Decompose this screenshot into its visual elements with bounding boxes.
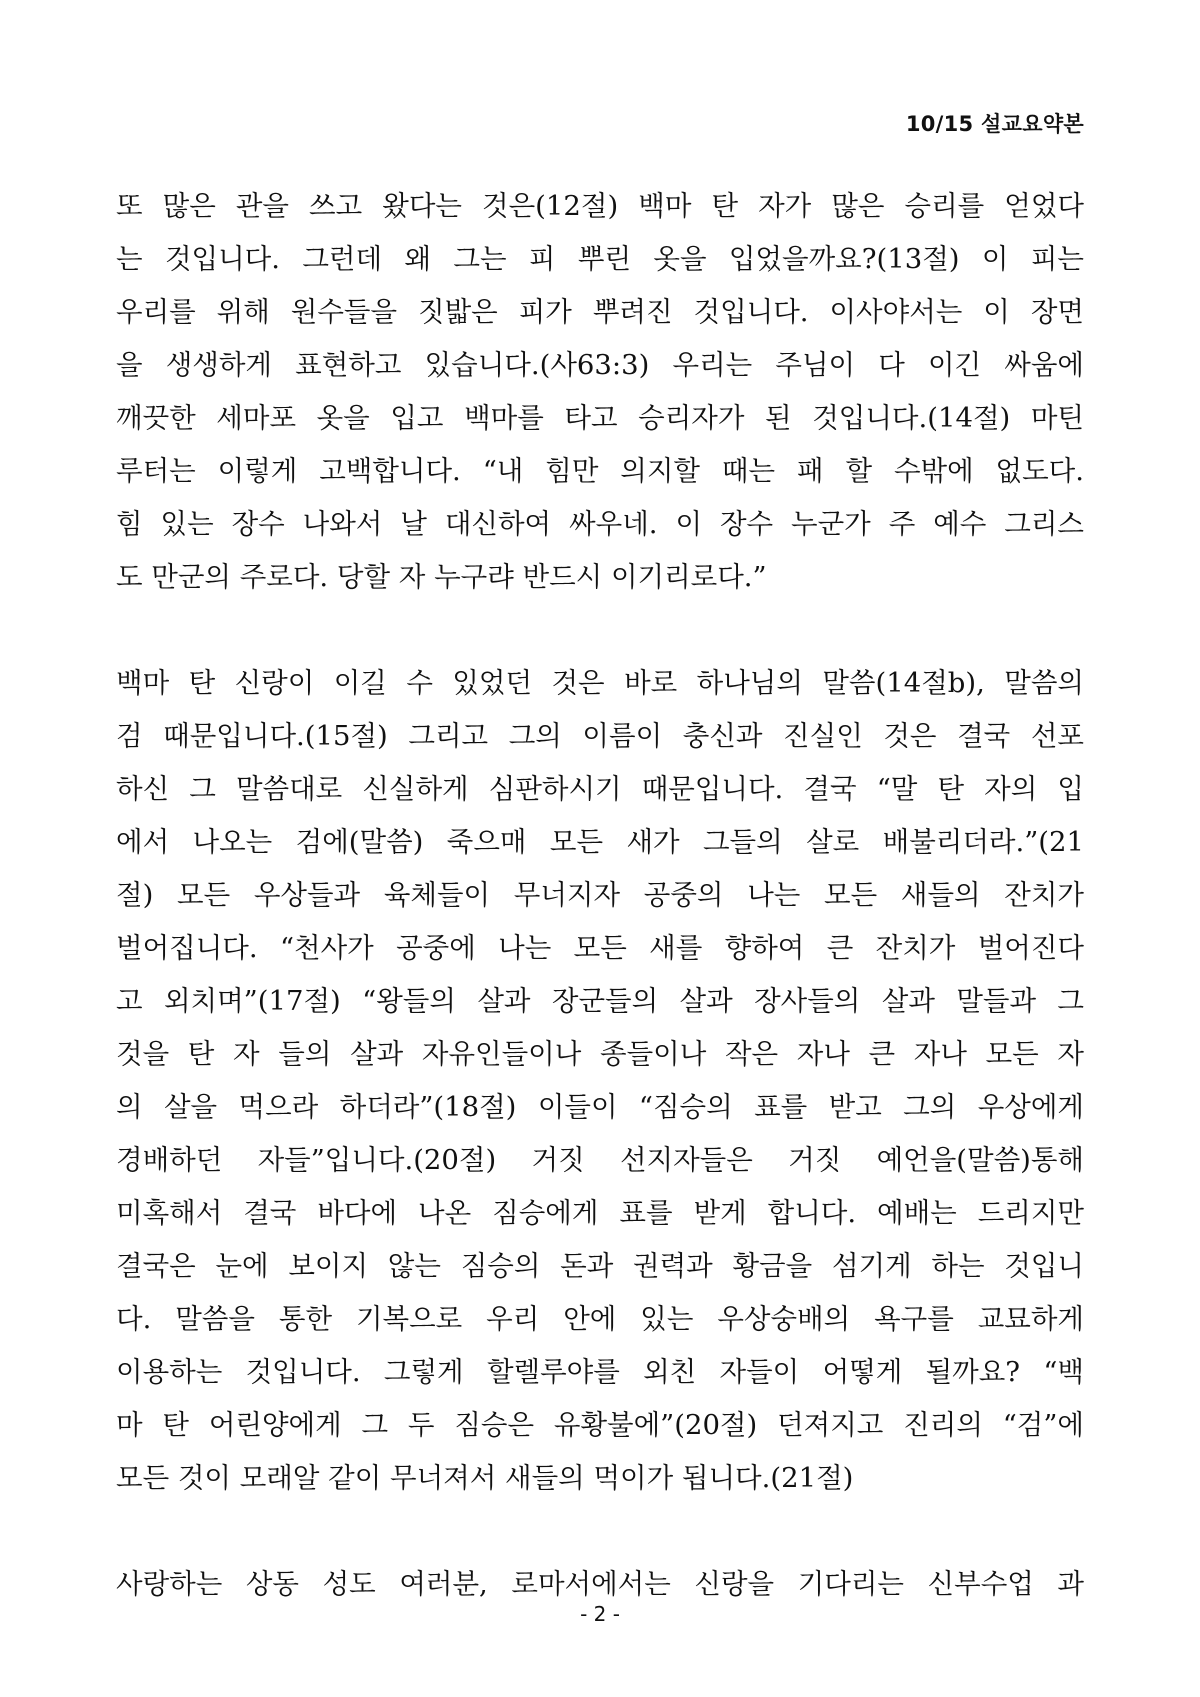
text-line: 이용하는 것입니다. 그렇게 할렐루야를 외친 자들이 어떻게 될까요? “백 <box>116 1356 1084 1388</box>
text-line: 결국은 눈에 보이지 않는 짐승의 돈과 권력과 황금을 섬기게 하는 것입니 <box>116 1250 1084 1282</box>
text-line: 힘 있는 장수 나와서 날 대신하여 싸우네. 이 장수 누군가 주 예수 그리스 <box>116 508 1084 540</box>
text-line: 루터는 이렇게 고백합니다. “내 힘만 의지할 때는 패 할 수밖에 없도다. <box>116 455 1084 487</box>
text-line: 을 생생하게 표현하고 있습니다.(사63:3) 우리는 주님이 다 이긴 싸움에 <box>116 349 1084 381</box>
text-line: 사랑하는 상동 성도 여러분, 로마서에서는 신랑을 기다리는 신부수업 과 <box>116 1568 1084 1600</box>
sermon-body <box>116 180 1084 1664</box>
text-line: 의 살을 먹으라 하더라”(18절) 이들이 “짐승의 표를 받고 그의 우상에게 <box>116 1091 1084 1123</box>
text-line: 에서 나오는 검에(말씀) 죽으매 모든 새가 그들의 살로 배불리더라.”(21 <box>116 826 1084 858</box>
text-line: 고 외치며”(17절) “왕들의 살과 장군들의 살과 장사들의 살과 말들과 그 <box>116 985 1084 1017</box>
text-line: 절) 모든 우상들과 육체들이 무너지자 공중의 나는 모든 새들의 잔치가 <box>116 879 1084 911</box>
text-line: 것을 탄 자 들의 살과 자유인들이나 종들이나 작은 자나 큰 자나 모든 자 <box>116 1038 1084 1070</box>
paragraph-2 <box>116 657 1084 1505</box>
text-line: 마 탄 어린양에게 그 두 짐승은 유황불에”(20절) 던져지고 진리의 “검”에 <box>116 1409 1084 1441</box>
text-line: 벌어집니다. “천사가 공중에 나는 모든 새를 향하여 큰 잔치가 벌어진다 <box>116 932 1084 964</box>
text-line: 도 만군의 주로다. 당할 자 누구랴 반드시 이기리로다.” <box>116 561 767 593</box>
text-line: 깨끗한 세마포 옷을 입고 백마를 타고 승리자가 된 것입니다.(14절) 마틴 <box>116 402 1084 434</box>
text-line: 우리를 위해 원수들을 짓밟은 피가 뿌려진 것입니다. 이사야서는 이 장면 <box>116 296 1084 328</box>
text-line: 모든 것이 모래알 같이 무너져서 새들의 먹이가 됩니다.(21절) <box>116 1462 854 1494</box>
paragraph-1 <box>116 180 1084 604</box>
text-line: 는 것입니다. 그런데 왜 그는 피 뿌린 옷을 입었을까요?(13절) 이 피는 <box>116 243 1084 275</box>
document-header-title: 10/15 설교요약본 <box>905 112 1084 136</box>
text-line: 또 많은 관을 쓰고 왔다는 것은(12절) 백마 탄 자가 많은 승리를 얻었다 <box>116 190 1084 222</box>
text-line: 미혹해서 결국 바다에 나온 짐승에게 표를 받게 합니다. 예배는 드리지만 <box>116 1197 1084 1229</box>
text-line: 경배하던 자들”입니다.(20절) 거짓 선지자들은 거짓 예언을(말씀)통해 <box>116 1144 1084 1176</box>
text-line: 검 때문입니다.(15절) 그리고 그의 이름이 충신과 진실인 것은 결국 선포 <box>116 720 1084 752</box>
text-line: 하신 그 말씀대로 신실하게 심판하시기 때문입니다. 결국 “말 탄 자의 입 <box>116 773 1084 805</box>
page-number: - 2 - <box>580 1602 620 1626</box>
text-line: 다. 말씀을 통한 기복으로 우리 안에 있는 우상숭배의 욕구를 교묘하게 <box>116 1303 1084 1335</box>
text-line: 백마 탄 신랑이 이길 수 있었던 것은 바로 하나님의 말씀(14절b), 말씀의 <box>116 667 1084 699</box>
